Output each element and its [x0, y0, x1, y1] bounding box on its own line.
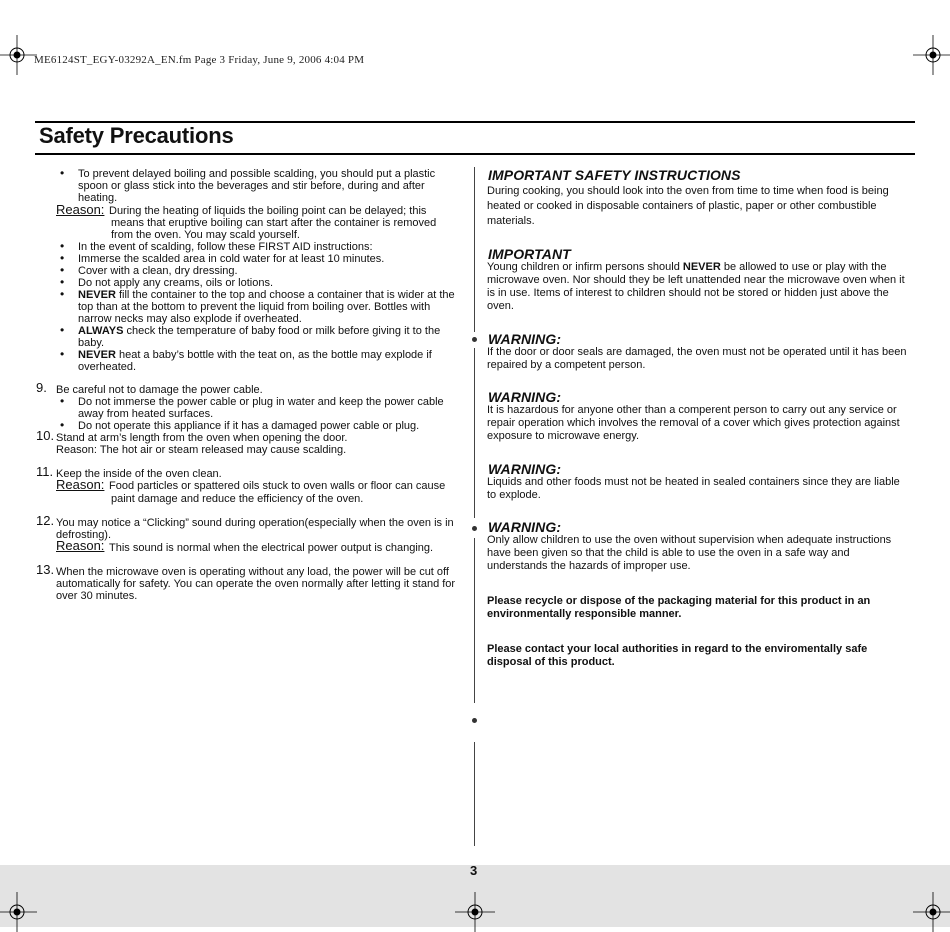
text-line: over 30 minutes. — [56, 590, 138, 602]
section-heading: IMPORTANT — [488, 246, 571, 262]
emphasis: NEVER — [682, 261, 721, 273]
page-number: 3 — [470, 863, 478, 878]
disposal-notice: Please contact your local authorities in regard to the enviromentally safe — [487, 643, 868, 655]
text-span: heat a baby’s bottle with the teat on, as the bottle may explode if — [115, 349, 432, 361]
text-line: to explode. — [487, 489, 541, 501]
text-line: have been given so that the child is able to use the oven in a safe way and — [487, 547, 850, 559]
column-divider — [474, 742, 475, 846]
text-line: Food particles or spattered oils stuck to oven walls or floor can cause — [109, 480, 446, 492]
text-line: heating. — [78, 192, 118, 204]
text-line — [487, 261, 887, 274]
registration-mark-icon — [913, 35, 950, 75]
bullet: • — [60, 239, 65, 253]
warning-heading: WARNING: — [488, 461, 562, 477]
item-number: 10. — [36, 428, 55, 443]
item-number: 12. — [36, 513, 55, 528]
text-line: It is hazardous for anyone other than a comperent person to carry out any service or — [487, 404, 897, 416]
text-line: overheated. — [78, 361, 137, 373]
text-line: means that eruptive boiling can start after the container is removed — [111, 217, 437, 229]
text-line: Liquids and other foods must not be heated in sealed containers since they are liable — [487, 476, 900, 488]
registration-mark-icon — [0, 892, 37, 932]
text-line: microwave oven. Nor should they be left unattended near the microwave oven when it — [487, 274, 905, 286]
text-line: repair operation which involves the removal of a cover which gives protection against — [487, 417, 900, 429]
text-line: baby. — [78, 337, 105, 349]
text-span: check the temperature of baby food or milk before giving it to the — [123, 325, 441, 337]
file-info-header: ME6124ST_EGY-03292A_EN.fm Page 3 Friday, June 9, 2006 4:04 PM — [34, 54, 365, 66]
text-span: be allowed to use or play with the — [720, 261, 887, 273]
bullet: • — [60, 263, 65, 277]
text-line: To prevent delayed boiling and possible scalding, you should put a plastic — [78, 168, 436, 180]
bullet: • — [60, 275, 65, 289]
text-line: During the heating of liquids the boiling point can be delayed; this — [109, 205, 427, 217]
text-line: If the door or door seals are damaged, the oven must not be operated until it has been — [487, 346, 907, 358]
text-line: materials. — [487, 215, 535, 227]
warning-heading: WARNING: — [488, 331, 562, 347]
text-line: You may notice a “Clicking” sound during operation(especially when the oven is in — [56, 517, 454, 529]
text-line: understands the hazards of improper use. — [487, 560, 691, 572]
bullet: • — [60, 323, 65, 337]
text-line: Stand at arm’s length from the oven when opening the door. — [56, 432, 348, 444]
text-line: Only allow children to use the oven without supervision when adequate instructions — [487, 534, 892, 546]
bullet: • — [60, 251, 65, 265]
section-heading: IMPORTANT SAFETY INSTRUCTIONS — [488, 167, 741, 183]
text-line: heated or cooked in disposable containers of plastic, paper or other combustible — [487, 200, 877, 212]
text-line: from the oven. You may scald yourself. — [111, 229, 300, 241]
text-line: Reason: The hot air or steam released may cause scalding. — [56, 444, 347, 456]
text-line: defrosting). — [56, 529, 112, 541]
text-line: Be careful not to damage the power cable. — [56, 384, 263, 396]
item-number: 13. — [36, 562, 55, 577]
bullet: • — [60, 287, 65, 301]
registration-mark-icon — [0, 35, 37, 75]
bullet: • — [60, 418, 65, 432]
page-title: Safety Precautions — [39, 123, 234, 148]
text-line: automatically for safety. You can operate the oven normally after letting it stand for — [56, 578, 456, 590]
recycle-notice: Please recycle or dispose of the packaging material for this product in an — [487, 595, 871, 607]
registration-mark-icon — [913, 892, 950, 932]
text-line: In the event of scalding, follow these FIRST AID instructions: — [78, 241, 373, 253]
bullet: • — [60, 394, 65, 408]
disposal-notice: disposal of this product. — [487, 656, 615, 668]
text-line: paint damage and reduce the efficiency of the oven. — [111, 493, 364, 505]
text-line: Immerse the scalded area in cold water for at least 10 minutes. — [78, 253, 385, 265]
bullet: • — [60, 166, 65, 180]
recycle-notice: environmentally responsible manner. — [487, 608, 682, 620]
text-line: Do not apply any creams, oils or lotions. — [78, 277, 274, 289]
text-span: fill the container to the top and choose a container that is wider at the — [115, 289, 455, 301]
reason-label: Reason: — [56, 202, 105, 217]
text-line: This sound is normal when the electrical power output is changing. — [109, 542, 434, 554]
warning-heading: WARNING: — [488, 519, 562, 535]
text-line: is in use. Items of interest to children should not be stored or hidden just above the — [487, 287, 889, 299]
reason-label: Reason: — [56, 477, 105, 492]
text-line: top than at the bottom to prevent the liquid from boiling over. Bottles with — [78, 301, 431, 313]
text-line: oven. — [487, 300, 514, 312]
registration-mark-icon — [455, 892, 495, 932]
emphasis: NEVER — [78, 349, 116, 361]
binding-dot — [472, 718, 477, 723]
item-number: 11. — [36, 464, 54, 479]
bullet: • — [60, 347, 65, 361]
text-line: spoon or glass stick into the beverages and stir before, during and after — [78, 180, 425, 192]
emphasis: NEVER — [78, 289, 116, 301]
text-line: repaired by a competent person. — [487, 359, 646, 371]
text-line: exposure to microwave energy. — [487, 430, 640, 442]
emphasis: ALWAYS — [78, 325, 124, 337]
text-line: Keep the inside of the oven clean. — [56, 468, 222, 480]
text-line: Do not operate this appliance if it has a damaged power cable or plug. — [78, 420, 420, 432]
text-line: During cooking, you should look into the oven from time to time when food is being — [487, 185, 889, 197]
item-number: 9. — [36, 380, 47, 395]
text-line: narrow necks may also explode if overheated. — [78, 313, 302, 325]
warning-heading: WARNING: — [488, 389, 562, 405]
text-line: Do not immerse the power cable or plug in water and keep the power cable — [78, 396, 444, 408]
text-span: Young children or infirm persons should — [487, 261, 683, 273]
reason-label: Reason: — [56, 538, 105, 553]
text-line: When the microwave oven is operating without any load, the power will be cut off — [56, 566, 449, 578]
text-line: Cover with a clean, dry dressing. — [78, 265, 238, 277]
text-line: away from heated surfaces. — [78, 408, 214, 420]
